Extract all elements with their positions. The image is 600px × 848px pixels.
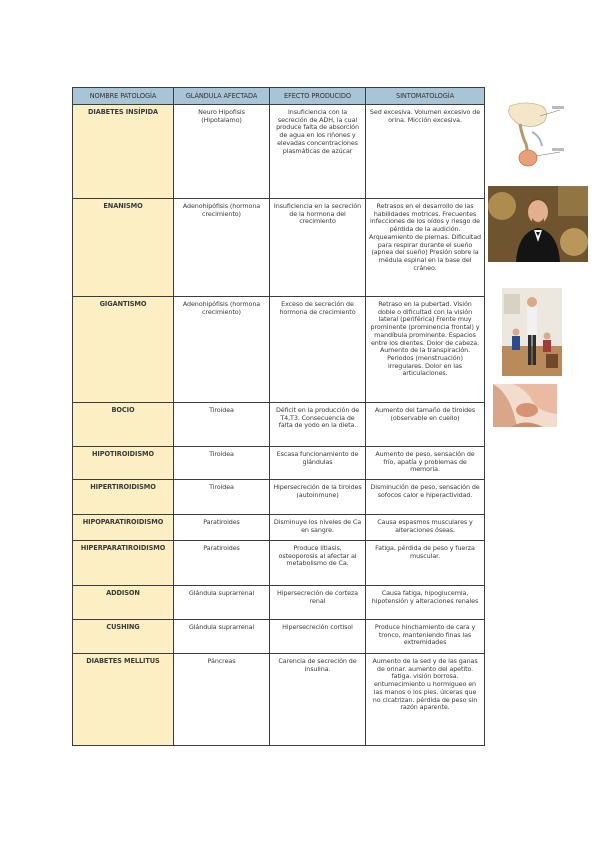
row-gland: Paratiroides — [174, 515, 270, 541]
pathology-table — [72, 87, 485, 746]
row-effect: Disminuye los niveles de Ca en sangre. — [270, 515, 366, 541]
row-gland: Páncreas — [174, 654, 270, 746]
row-symptoms: Aumento de la sed y de las ganas de orinar. aumento del apetito. fatiga. visión borrosa. entumecimiento u hormigueo en las manos o los pies. úlceras que no cicatrizan. pérdida de peso sin razón aparente. — [366, 654, 485, 746]
row-effect: Hipersecreción de la tiroides (autoinmune) — [270, 480, 366, 515]
row-symptoms: Disminución de peso, sensación de sofocos calor e hiperactividad. — [366, 480, 485, 515]
row-gland: Tiroidea — [174, 447, 270, 480]
row-pathology-name: HIPOPARATIROIDISMO — [73, 515, 174, 541]
table-row — [73, 480, 485, 515]
row-pathology-name: CUSHING — [73, 620, 174, 654]
table-header-row — [73, 88, 485, 105]
table-row — [73, 297, 485, 403]
row-pathology-name: HIPERPARATIROIDISMO — [73, 541, 174, 586]
row-symptoms: Retrasos en el desarrollo de las habilidades motrices. Frecuentes infecciones de los oídos y riesgo de pérdida de la audición. Arqueamiento de piernas. Dificultad para respirar durante el sueño (apnea del sueño) Presión sobre la médula espinal en la base del cráneo. — [366, 199, 485, 297]
table-row — [73, 105, 485, 199]
row-pathology-name: HIPOTIROIDISMO — [73, 447, 174, 480]
goiter-neck-photo-icon — [493, 384, 557, 427]
row-effect: Escasa funcionamiento de glándulas — [270, 447, 366, 480]
table-row — [73, 403, 485, 447]
header-symptoms: SINTOMATOLOGÍA — [366, 88, 485, 105]
table-row — [73, 447, 485, 480]
header-pathology-name: NOMBRE PATOLOGÍA — [73, 88, 174, 105]
row-effect: Exceso de secreción de hormona de crecimiento — [270, 297, 366, 403]
row-pathology-name: BOCIO — [73, 403, 174, 447]
row-symptoms: Causa espasmos musculares y alteraciones óseas. — [366, 515, 485, 541]
row-gland: Tiroidea — [174, 403, 270, 447]
row-effect: Insuficiencia con la secreción de ADH, la cual produce falta de absorción de agua en los riñones y elevadas concentraciones plasmáticas de azúcar — [270, 105, 366, 199]
row-symptoms: Produce hinchamiento de cara y tronco, manteniendo finas las extremidades — [366, 620, 485, 654]
table-row — [73, 541, 485, 586]
table-row — [73, 199, 485, 297]
row-gland: Adenohipófisis (hormona crecimiento) — [174, 297, 270, 403]
row-effect: Hipersecreción cortisol — [270, 620, 366, 654]
row-gland: Glándula suprarrenal — [174, 586, 270, 620]
row-symptoms: Fatiga, pérdida de peso y fuerza muscular. — [366, 541, 485, 586]
table-row — [73, 586, 485, 620]
row-symptoms: Aumento del tamaño de tiroides (observable en cuello) — [366, 403, 485, 447]
row-gland: Glándula suprarrenal — [174, 620, 270, 654]
pituitary-illustration-icon — [496, 96, 568, 172]
table-row — [73, 654, 485, 746]
row-symptoms: Causa fatiga, hipoglucemia, hipotensión y alteraciones renales — [366, 586, 485, 620]
row-gland: Adenohipófisis (hormona crecimiento) — [174, 199, 270, 297]
row-symptoms: Retraso en la pubertad. Visión doble o dificultad con la visión lateral (periférica) Frente muy prominente (prominencia frontal) y mandíbula prominente. Espacios entre los dientes. Dolor de cabeza. Aumento de la transpiración. Periodos (menstruación) irregulares. Dolor en las articulaciones. — [366, 297, 485, 403]
table-row — [73, 515, 485, 541]
row-pathology-name: DIABETES MELLITUS — [73, 654, 174, 746]
header-affected-gland: GLÁNDULA AFECTADA — [174, 88, 270, 105]
row-effect: Insuficiencia en la secreción de la hormona del crecimiento — [270, 199, 366, 297]
row-effect: Carencia de secreción de insulina. — [270, 654, 366, 746]
row-pathology-name: DIABETES INSÍPIDA — [73, 105, 174, 199]
row-pathology-name: ENANISMO — [73, 199, 174, 297]
row-gland: Neuro Hipofisis (Hipotalamo) — [174, 105, 270, 199]
row-gland: Paratiroides — [174, 541, 270, 586]
dwarfism-person-photo-icon — [488, 186, 588, 262]
header-effect: EFECTO PRODUCIDO — [270, 88, 366, 105]
row-effect: Déficit en la producción de T4,T3. Consecuencia de falta de yodo en la dieta. — [270, 403, 366, 447]
row-pathology-name: HIPERTIROIDISMO — [73, 480, 174, 515]
gigantism-family-photo-icon — [502, 288, 562, 376]
row-effect: Hipersecreción de corteza renal — [270, 586, 366, 620]
table-row — [73, 620, 485, 654]
row-gland: Tiroidea — [174, 480, 270, 515]
row-symptoms: Aumento de peso, sensación de frío, apatía y problemas de memoria. — [366, 447, 485, 480]
row-symptoms: Sed excesiva. Volumen excesivo de orina. Micción excesiva. — [366, 105, 485, 199]
row-pathology-name: ADDISON — [73, 586, 174, 620]
row-pathology-name: GIGANTISMO — [73, 297, 174, 403]
row-effect: Produce litiasis, osteoporosis al afectar al metabolismo de Ca. — [270, 541, 366, 586]
